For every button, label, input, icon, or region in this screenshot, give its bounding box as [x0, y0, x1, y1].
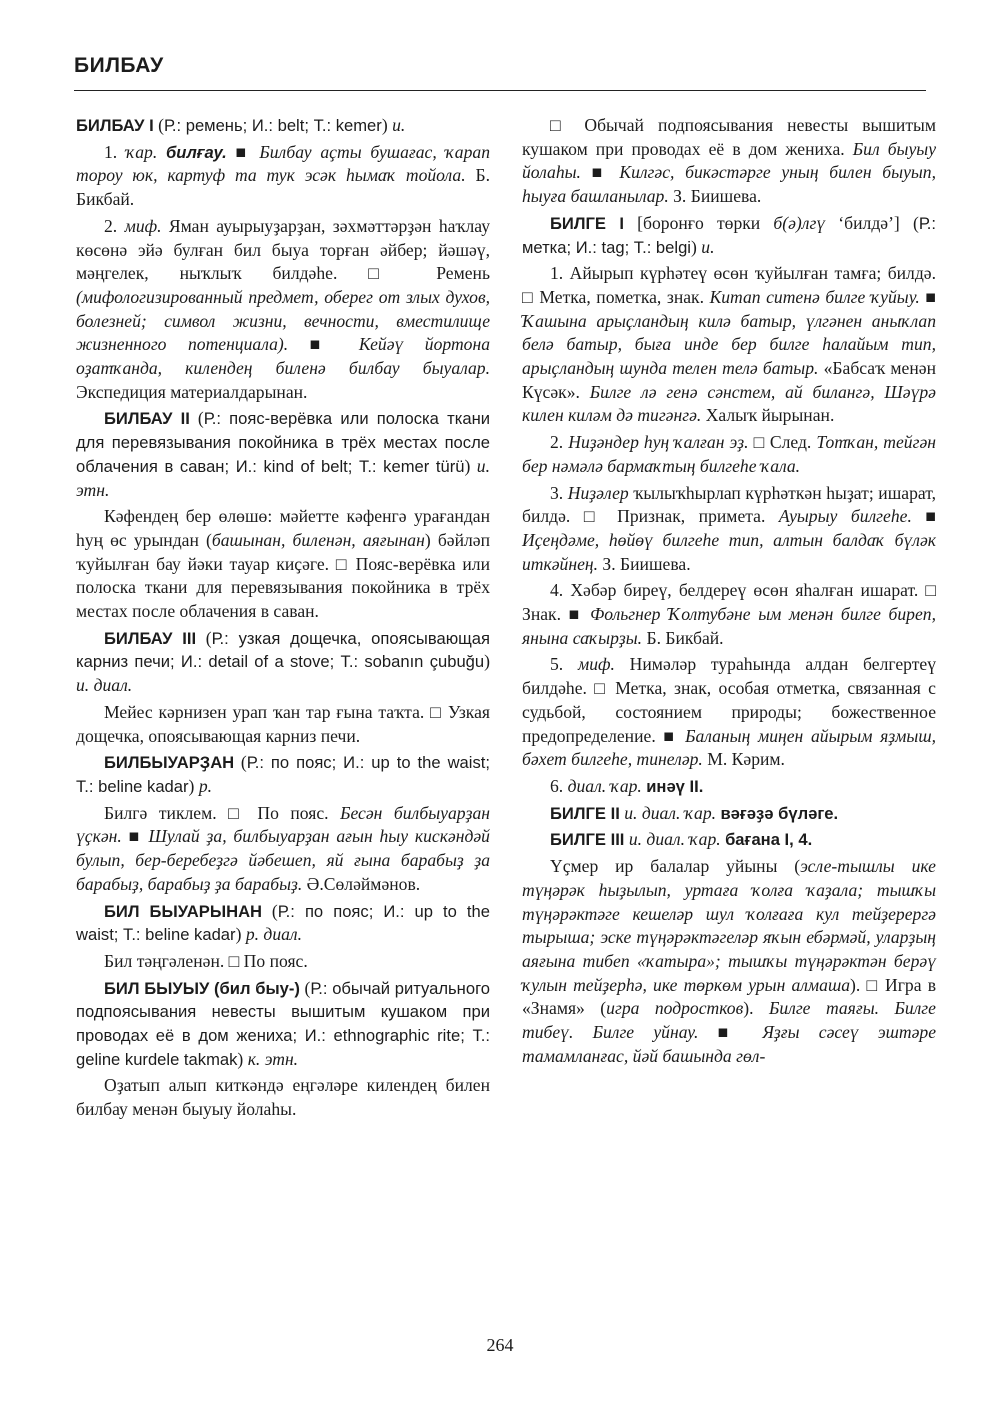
entry-bil-byuyu-continued: □ Обычай подпоясывания невесты вышитым кушаком при проводах её в дом жениха. Бил быуыу йолаһы. ■ Килгәс, бикәстәрге уның билен быуып, һыуға башланылар. З. Биишева.	[522, 115, 937, 207]
entry-bilbyuarzan-head: БИЛБЫУАРҘАН (Р.: по пояс; И.: up to the waist; Т.: beline kadar) р.	[76, 752, 490, 796]
entry-bilge-1-sense-3: 3. Ниҙәлер ҡылыҡһырлап күрһәткән һыҙат; ишарат, билдә. □ Признак, примета. Ауырыу билгеһе. ■ Иҫеңдәме, һөйөү билгеһе тип, алтын балдаҡ бүләк иткәйнең. З. Биишева.	[522, 482, 936, 574]
entry-bilge-1-sense-1: 1. Айырып күрһәтеү өсөн ҡуйылған тамға; билдә. □ Метка, пометка, знак. Китап ситенә билге ҡуйыу. ■ Ҡашына арыҫландың килә батыр, үлгәнен аныҡлап белә батыр, быға инде бер билге һалайым тип, арыҫландың шунда телен телә батыр. «Бабсаҡ менән Күсәк». Билге лә генә сәнстем, ай билангә, Шәүрә килен киләм дә тигәнгә. Халыҡ йырынан.	[522, 263, 936, 426]
entry-bilge-3-body: Үҫмер ир балалар уйыны (эсле-тышлы ике түңәрәк һыҙылып, уртаға ҡолға ҡаҙала; тышҡы түңәрәктәге кешеләр шул ҡолғаға кул тейҙерергә тырыша; эске түңәрәктәгеләр яҡын ебәрмәй, уларҙың аяғына тибеп «ҡатыра»; тышҡы түңәрәктән берәү ҡулын тейҙерһә, ике төркөм урын алмаша). □ Игра в «Знамя» (игра подростков). Билге таяғы. Билге тибеү. Билге уйнау. ■ Яҙғы сәсеү эштәре тамамланғас, йәй башында гөл-	[522, 856, 936, 1066]
page-number: 264	[486, 1335, 514, 1355]
running-head: БИЛБАУ	[74, 54, 164, 77]
entry-bilge-2: БИЛГЕ II и. диал. ҡар. вәғәҙә бүләге.	[550, 802, 839, 823]
entry-bilbau-2-body: Кәфендең бер өлөшө: мәйетте кәфенгә урағандан һуң өс урындан (башынан, биленән, аяғынан) бәйләп ҡуйылған бау йәки тауар киҫәге. □ Пояс-верёвка или полоска ткани для перевязывания покойника в трёх местах после облачения в саван.	[76, 506, 491, 622]
entry-bilge-1-sense-6: 6. диал. ҡар. инәү II.	[550, 775, 704, 796]
entry-bilge-1-head: БИЛГЕ I [боронғо төрки б(ә)лгү ‘билдә’] (Р.: метка; И.: tag; Т.: belgi) и.	[522, 212, 936, 257]
entry-bilbau-3-head: БИЛБАУ III (Р.: узкая дощечка, опоясывающая карниз печи; И.: detail of a stove; Т.: sobanın çubuğu) и. диал.	[76, 627, 491, 696]
entry-bil-byuarynan-body: Бил тәңгәленән. □ По пояс.	[104, 950, 308, 971]
entry-bilbau-2-head: БИЛБАУ II (Р.: пояс-верёвка или полоска ткани для перевязывания покойника в трёх местах после облачения в саван; И.: kind of belt; Т.: kemer türü) и. этн.	[76, 408, 491, 500]
entry-bilbau-3-body: Мейес кәрнизен урап ҡан тар ғына таҡта. □ Узкая дощечка, опоясывающая карниз печи.	[76, 701, 490, 746]
entry-bilge-1-sense-4: 4. Хәбәр биреү, белдереү өсөн яһалған ишарат. □ Знак. ■ Фольгнер Ҡолтубәне ым менән билге биреп, янына саҡырҙы. Б. Бикбай.	[522, 580, 936, 648]
entry-bilbau-1-sense-2: 2. миф. Яман ауырыуҙарҙан, зәхмәттәрҙән һаҡлау көсөнә эйә булған бил быуа торған әйбер; йәшәү, мәңгелек, ныҡлыҡ билдәһе. □ Ремень (мифологизированный предмет, оберег от злых духов, болезней; символ жизни, вечности, вместилище жизненного потенциала). ■ Кейәү йортона оҙатҡанда, килендең биленә билбау быуалар. Экспедиция материалдарынан.	[76, 215, 490, 402]
entry-bilbau-1-head: БИЛБАУ I (Р.: ремень; И.: belt; Т.: kemer) и.	[76, 115, 406, 135]
entry-bilbyuarzan-body: Билгә тиклем. □ По пояс. Бесән билбыуарҙан үҫкән. ■ Шулай ҙа, билбыуарҙан ағын һыу кискәндәй булып, бер-беребеҙгә йәбешеп, яй ғына барабыҙ ҙа барабыҙ, барабыҙ ҙа барабыҙ. Ә.Сөләймәнов.	[76, 802, 490, 894]
left-column	[76, 114, 490, 1125]
right-column	[522, 114, 936, 1071]
entry-bil-byuyu-body: Оҙатып алып киткәндә еңгәләре килендең билен билбау менән быуыу йолаһы.	[76, 1075, 490, 1120]
entry-bilge-1-sense-2: 2. Ниҙәндер һуң ҡалған эҙ. □ След. Тотҡан, тейгән бер нәмәлә бармаҡтың билгеһе ҡала.	[522, 432, 937, 476]
entry-bilge-1-sense-5: 5. миф. Нимәләр тураһында алдан белгертеү билдәһе. □ Метка, знак, особая отметка, связанная с судьбой, состоянием природы; божественное предопределение. ■ Баланың миңен айырым яҙмыш, бәхет билгеһе, тинеләр. М. Кәрим.	[522, 654, 937, 770]
entry-bilge-3-head: БИЛГЕ III и. диал. ҡар. бағана I, 4.	[550, 829, 813, 850]
entry-bil-byuyu-head: БИЛ БЫУЫУ (бил быу-) (Р.: обычай ритуального подпоясывания невесты вышитым кушаком при проводах её в дом жениха; И.: ethnographic rite; Т.: geline kurdele takmak) к. этн.	[76, 977, 490, 1069]
entry-bil-byuarynan-head: БИЛ БЫУАРЫНАН (Р.: по пояс; И.: up to the waist; Т.: beline kadar) р. диал.	[76, 900, 490, 945]
entry-bilbau-1-sense-1: 1. ҡар. билғау. ■ Билбау аҫты бушағас, ҡарап тороу юк, картуф та тук эсәк һымаҡ тойола. Б. Бикбай.	[76, 141, 491, 210]
header-rule	[74, 90, 926, 91]
